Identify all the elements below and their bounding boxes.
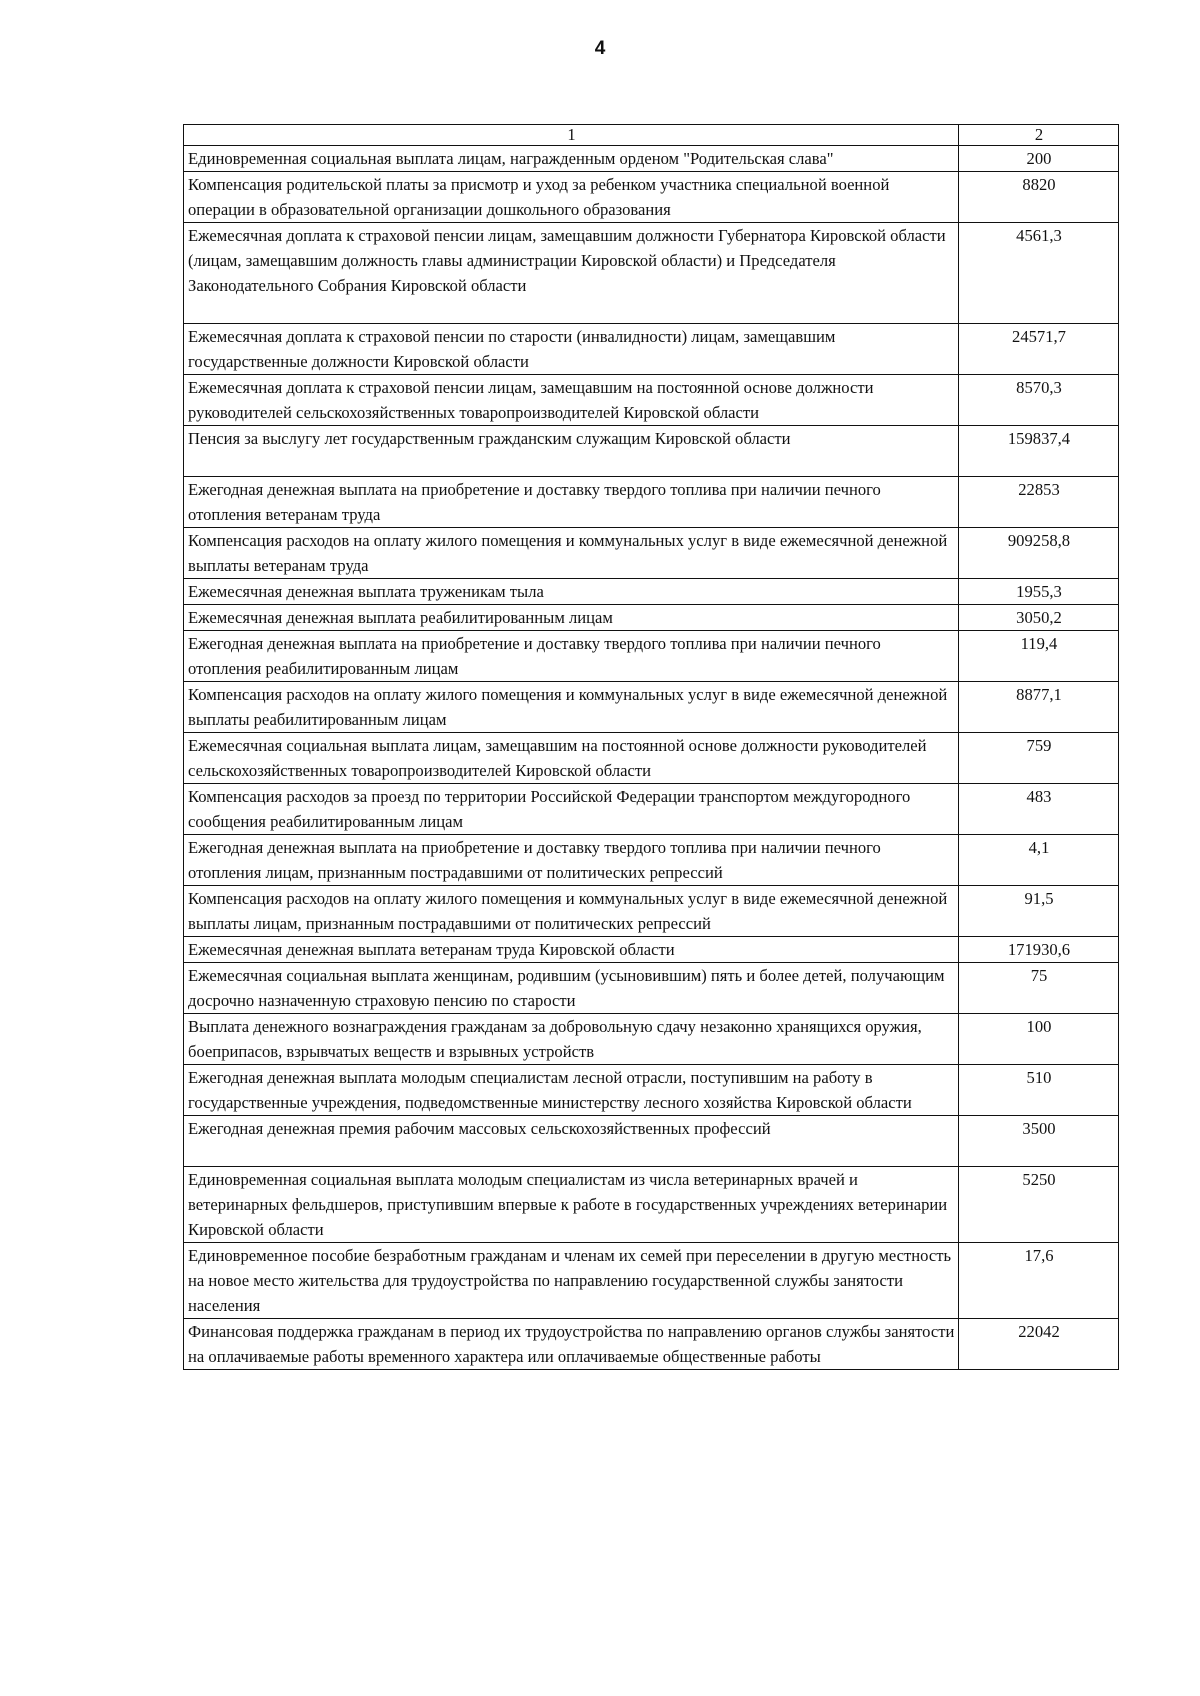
blank-line: [188, 298, 955, 323]
row-label: Единовременная социальная выплата лицам, награжденным орденом "Родительская слава": [184, 146, 959, 172]
row-label: Финансовая поддержка гражданам в период их трудоустройства по направлению органов службы занятости на оплачиваемые работы временного характера или оплачиваемые общественные работы: [184, 1319, 959, 1370]
blank-line: [188, 1141, 955, 1166]
row-label: Единовременная социальная выплата молодым специалистам из числа ветеринарных врачей и ветеринарных фельдшеров, приступившим впервые к работе в государственных учреждениях ветеринарии Кировской области: [184, 1167, 959, 1243]
page-number: 4: [594, 38, 606, 59]
row-label: Единовременное пособие безработным гражданам и членам их семей при переселении в другую местность на новое место жительства для трудоустройства по направлению государственной службы занятости населения: [184, 1243, 959, 1319]
row-label: Ежемесячная денежная выплата ветеранам труда Кировской области: [184, 937, 959, 963]
table-header-row: [184, 125, 1119, 146]
row-label: Ежемесячная социальная выплата женщинам, родившим (усыновившим) пять и более детей, получающим досрочно назначенную страховую пенсию по старости: [184, 963, 959, 1014]
row-value: 8877,1: [959, 682, 1119, 733]
table-row: [184, 172, 1119, 223]
table-row: [184, 937, 1119, 963]
row-value: 100: [959, 1014, 1119, 1065]
row-value: 171930,6: [959, 937, 1119, 963]
row-value: 22853: [959, 477, 1119, 528]
row-value: 8570,3: [959, 375, 1119, 426]
row-label: Компенсация расходов на оплату жилого помещения и коммунальных услуг в виде ежемесячной денежной выплаты реабилитированным лицам: [184, 682, 959, 733]
row-value: 22042: [959, 1319, 1119, 1370]
row-value: 4,1: [959, 835, 1119, 886]
table-row: [184, 1243, 1119, 1319]
row-label: Ежемесячная денежная выплата реабилитированным лицам: [184, 605, 959, 631]
row-value: 5250: [959, 1167, 1119, 1243]
row-label: Компенсация расходов за проезд по территории Российской Федерации транспортом междугородного сообщения реабилитированным лицам: [184, 784, 959, 835]
row-label-text: Ежегодная денежная премия рабочим массовых сельскохозяйственных профессий: [188, 1119, 771, 1138]
table-row: [184, 605, 1119, 631]
row-value: 483: [959, 784, 1119, 835]
payments-table: [183, 124, 1119, 1370]
row-label-text: Пенсия за выслугу лет государственным гражданским служащим Кировской области: [188, 429, 791, 448]
row-value: 8820: [959, 172, 1119, 223]
table-row: [184, 324, 1119, 375]
row-label: Ежегодная денежная выплата на приобретение и доставку твердого топлива при наличии печного отопления ветеранам труда: [184, 477, 959, 528]
row-value: 3500: [959, 1116, 1119, 1167]
row-value: 91,5: [959, 886, 1119, 937]
table-row: [184, 579, 1119, 605]
table-row: [184, 1116, 1119, 1167]
row-label: Ежемесячная доплата к страховой пенсии лицам, замещавшим на постоянной основе должности руководителей сельскохозяйственных товаропроизводителей Кировской области: [184, 375, 959, 426]
row-label: Ежегодная денежная выплата на приобретение и доставку твердого топлива при наличии печного отопления лицам, признанным пострадавшими от политических репрессий: [184, 835, 959, 886]
row-value: 24571,7: [959, 324, 1119, 375]
table-row: [184, 631, 1119, 682]
table-row: [184, 146, 1119, 172]
row-label: [184, 1116, 959, 1167]
table-row: [184, 1014, 1119, 1065]
table-row: [184, 528, 1119, 579]
row-value: 510: [959, 1065, 1119, 1116]
row-label: Ежемесячная доплата к страховой пенсии по старости (инвалидности) лицам, замещавшим государственные должности Кировской области: [184, 324, 959, 375]
row-label: [184, 426, 959, 477]
row-value: 159837,4: [959, 426, 1119, 477]
table-row: [184, 426, 1119, 477]
row-label: Компенсация родительской платы за присмотр и уход за ребенком участника специальной военной операции в образовательной организации дошкольного образования: [184, 172, 959, 223]
table-row: [184, 886, 1119, 937]
table-row: [184, 682, 1119, 733]
row-value: 3050,2: [959, 605, 1119, 631]
row-label: Ежемесячная денежная выплата труженикам тыла: [184, 579, 959, 605]
table-row: [184, 375, 1119, 426]
row-value: 909258,8: [959, 528, 1119, 579]
column-header-1: 1: [184, 125, 959, 146]
table-row: [184, 733, 1119, 784]
row-label: Выплата денежного вознаграждения гражданам за добровольную сдачу незаконно хранящихся оружия, боеприпасов, взрывчатых веществ и взрывных устройств: [184, 1014, 959, 1065]
table-row: [184, 784, 1119, 835]
row-label: Ежегодная денежная выплата на приобретение и доставку твердого топлива при наличии печного отопления реабилитированным лицам: [184, 631, 959, 682]
row-label: Ежегодная денежная выплата молодым специалистам лесной отрасли, поступившим на работу в государственные учреждения, подведомственные министерству лесного хозяйства Кировской области: [184, 1065, 959, 1116]
row-value: 759: [959, 733, 1119, 784]
row-value: 17,6: [959, 1243, 1119, 1319]
table-row: [184, 1167, 1119, 1243]
row-label: [184, 223, 959, 324]
row-value: 1955,3: [959, 579, 1119, 605]
table-row: [184, 835, 1119, 886]
table-row: [184, 1065, 1119, 1116]
row-value: 200: [959, 146, 1119, 172]
row-label-text: Ежемесячная доплата к страховой пенсии лицам, замещавшим должности Губернатора Кировской области (лицам, замещавшим должность главы администрации Кировской области) и Председателя Законодательного Собрания Кировской области: [188, 226, 946, 295]
table-row: [184, 1319, 1119, 1370]
row-label: Ежемесячная социальная выплата лицам, замещавшим на постоянной основе должности руководителей сельскохозяйственных товаропроизводителей Кировской области: [184, 733, 959, 784]
column-header-2: 2: [959, 125, 1119, 146]
row-value: 119,4: [959, 631, 1119, 682]
blank-line: [188, 451, 955, 476]
table-row: [184, 477, 1119, 528]
row-value: 75: [959, 963, 1119, 1014]
row-value: 4561,3: [959, 223, 1119, 324]
row-label: Компенсация расходов на оплату жилого помещения и коммунальных услуг в виде ежемесячной денежной выплаты лицам, признанным пострадавшими от политических репрессий: [184, 886, 959, 937]
table-row: [184, 223, 1119, 324]
row-label: Компенсация расходов на оплату жилого помещения и коммунальных услуг в виде ежемесячной денежной выплаты ветеранам труда: [184, 528, 959, 579]
table-row: [184, 963, 1119, 1014]
